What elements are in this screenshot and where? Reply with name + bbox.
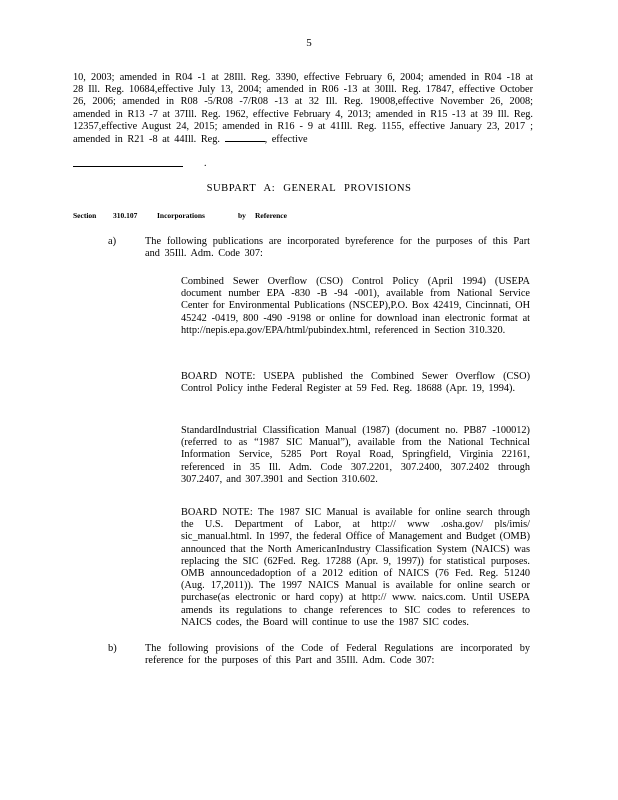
section-title-word-2: by (238, 211, 246, 220)
board-note-cso (181, 371, 530, 395)
history-text: 10, 2003; amended in R04 -1 at 28Ill. Reg. 3390, effective February 6, 2004; amended in R04 -18 at 28 Ill. Reg. 10684,effective July 13, 2004; amended in R06 -13 at 30Ill. Reg. 17847, effective October 26, 2006; amended in R08 -5/R08 -7/R08 -13 at 32 Ill. Reg. 19008,effective November 26, 2008; amended in R13 -7 at 37Ill. Reg. 1962, effective February 4, 2013; amended in R15 -13 at 39 Ill. Reg. 12357,effective August 24, 2015; amended in R16 - 9 at 41Ill. Reg. 1155, effective January 23, 2017 ; amended in R21 -8 at 44Ill. Reg. (73, 72, 533, 146)
reference-sic-text: StandardIndustrial Classification Manual (1987) (document no. PB87 -100012) (referred to as “1987 SIC Manual”), available from the National Technical Information Service, 5285 Port Royal Road, Springfield, Virginia 22161, referenced in 35 Ill. Adm. Code 307.2201, 307.2400, 307.2402 through 307.2407, and 307.3901 and Section 310.602. (181, 425, 530, 485)
history-tail: , effective (264, 134, 308, 146)
board-note-cso-text: BOARD NOTE: USEPA published the Combined Sewer Overflow (CSO) Control Policy inthe Federal Register at 59 Fed. Reg. 18688 (Apr. 19, 1994). (181, 371, 530, 395)
section-number: 310.107 (113, 211, 138, 220)
item-b-label: b) (108, 643, 117, 654)
subpart-heading: SUBPART A: GENERAL PROVISIONS (206, 183, 412, 194)
reference-cso (181, 276, 530, 337)
reference-cso-text: Combined Sewer Overflow (CSO) Control Policy (April 1994) (USEPA document number EPA -830 -B -94 -001), available from National Service Center for Environmental Publications (NSCEP),P.O. Box 42419, Cincinnati, OH 45242 -0419, 800 -490 -9198 or online for download inan electronic format at http://nepis.epa.gov/EPA/html/pubindex.html, referenced in Section 310.320. (181, 276, 530, 336)
history-note (73, 72, 533, 146)
board-note-sic (181, 507, 530, 629)
item-a-text: The following publications are incorporated byreference for the purposes of this Part and 35Ill. Adm. Code 307: (145, 236, 530, 260)
blank-date-line (73, 166, 183, 167)
item-b-text: The following provisions of the Code of Federal Regulations are incorporated by reference for the purposes of this Part and 35Ill. Adm. Code 307: (145, 643, 530, 667)
section-title-word-3: Reference (255, 211, 287, 220)
reference-sic (181, 425, 530, 486)
board-note-sic-text: BOARD NOTE: The 1987 SIC Manual is available for online search through the U.S. Department of Labor, at http:// www .osha.gov/ pls/imis/ sic_manual.html. In 1997, the federal Office of Management and Budget (OMB) announced that the North AmericanIndustry Classification System (NAICS) was replacing the SIC (62Fed. Reg. 17288 (Apr. 9, 1997)) for statistical purposes. OMB announcedadoption of a 2012 edition of NAICS (76 Fed. Reg. 51240 (Aug. 17,2011)). The 1997 NAICS Manual is available for online search or purchase(as electronic or hard copy) at http:// www. naics.com. Until USEPA amends its regulations to change references to SIC codes to references to NAICS codes, the Board will continue to use the 1987 SIC codes. (181, 507, 530, 628)
section-title-word-1: Incorporations (157, 211, 205, 220)
page-number: 5 (306, 37, 312, 49)
item-a-label: a) (108, 236, 117, 247)
section-label: Section (73, 211, 97, 220)
history-end-mark: . (204, 158, 207, 169)
blank-reg-page-line (225, 133, 265, 142)
